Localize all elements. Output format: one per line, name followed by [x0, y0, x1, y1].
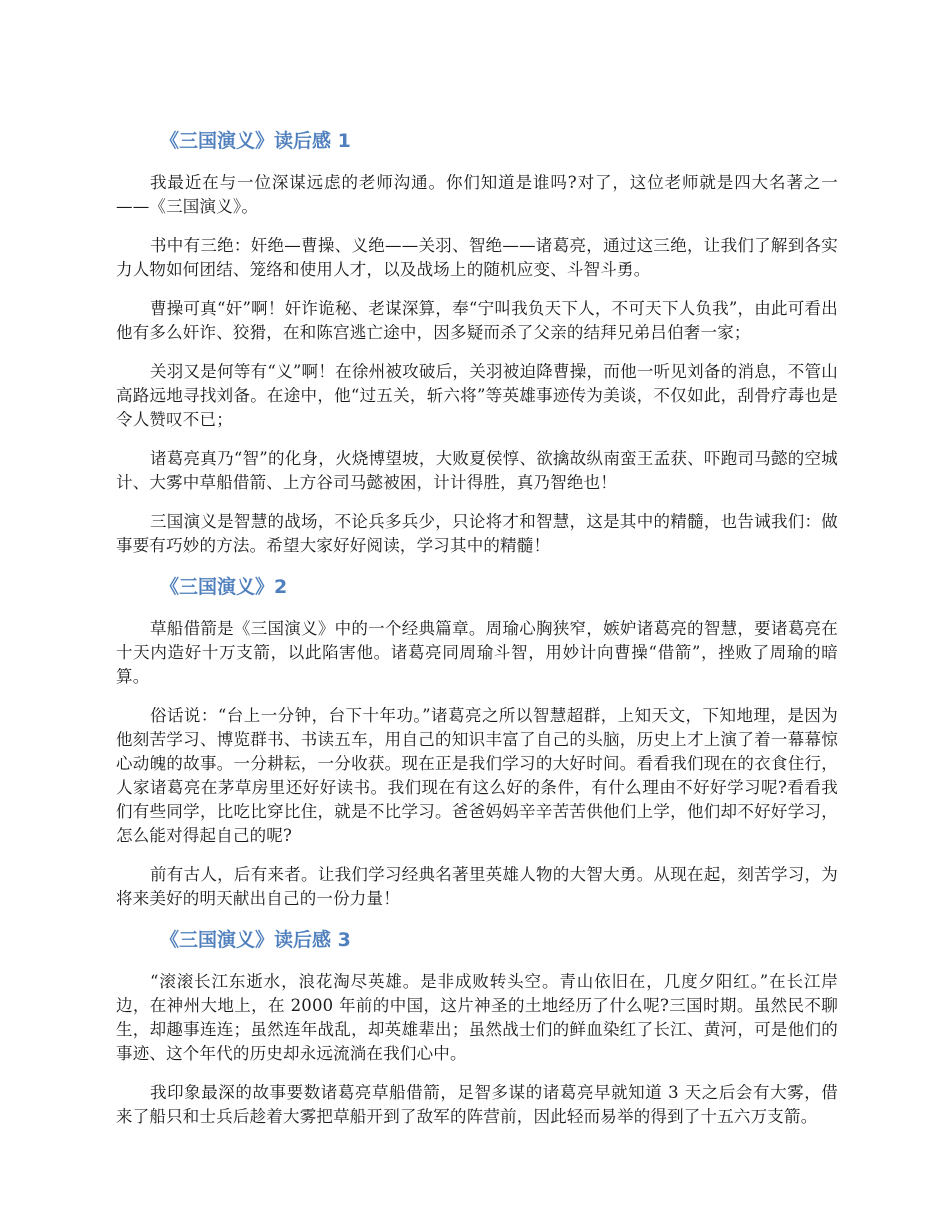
paragraph: 俗话说：“台上一分钟，台下十年功。”诸葛亮之所以智慧超群，上知天文，下知地理，是因为他刻苦学习、博览群书、书读五车，用自己的知识丰富了自己的头脑，历史上才上演了着一幕幕惊心动魄的故事。一分耕耘，一分收获。现在正是我们学习的大好时间。看看我们现在的衣食住行，人家诸葛亮在茅草房里还好好读书。我们现在有这么好的条件，有什么理由不好好学习呢?看看我们有些同学，比吃比穿比住，就是不比学习。爸爸妈妈辛辛苦苦供他们上学，他们却不好好学习，怎么能对得起自己的呢?	[116, 706, 838, 845]
paragraph: 草船借箭是《三国演义》中的一个经典篇章。周瑜心胸狭窄，嫉妒诸葛亮的智慧，要诸葛亮在十天内造好十万支箭，以此陷害他。诸葛亮同周瑜斗智，用妙计向曹操“借箭”，挫败了周瑜的暗算。	[116, 619, 838, 686]
section-1	[116, 127, 838, 558]
paragraph: “滚滚长江东逝水，浪花淘尽英雄。是非成败转头空。青山依旧在，几度夕阳红。”在长江岸边，在神州大地上，在 2000 年前的中国，这片神圣的土地经历了什么呢?三国时期。虽然民不聊生，却趣事连连；虽然连年战乱，却英雄辈出；虽然战士们的鲜血染红了长江、黄河，可是他们的事迹、这个年代的历史却永远流淌在我们心中。	[116, 972, 838, 1063]
paragraph: 我印象最深的故事要数诸葛亮草船借箭，足智多谋的诸葛亮早就知道 3 天之后会有大雾，借来了船只和士兵后趁着大雾把草船开到了敌军的阵营前，因此轻而易举的得到了十五六万支箭。	[116, 1083, 838, 1126]
paragraph: 诸葛亮真乃“智”的化身，火烧博望坡，大败夏侯惇、欲擒故纵南蛮王孟获、吓跑司马懿的空城计、大雾中草船借箭、上方谷司马懿被困，计计得胜，真乃智绝也！	[116, 449, 838, 492]
section-3	[116, 926, 838, 1129]
paragraph: 关羽又是何等有“义”啊！在徐州被攻破后，关羽被迫降曹操，而他一听见刘备的消息，不管山高路远地寻找刘备。在途中，他“过五关，斩六将”等英雄事迹传为美谈，不仅如此，刮骨疗毒也是令人赞叹不已；	[116, 362, 838, 429]
paragraph: 前有古人，后有来者。让我们学习经典名著里英雄人物的大智大勇。从现在起，刻苦学习，为将来美好的明天献出自己的一份力量！	[116, 865, 838, 908]
paragraph: 曹操可真“奸”啊！奸诈诡秘、老谋深算，奉“宁叫我负天下人，不可天下人负我”，由此可看出他有多么奸诈、狡猾，在和陈宫逃亡途中，因多疑而杀了父亲的结拜兄弟吕伯奢一家；	[116, 299, 838, 342]
paragraph: 三国演义是智慧的战场，不论兵多兵少，只论将才和智慧，这是其中的精髓，也告诫我们：做事要有巧妙的方法。希望大家好好阅读，学习其中的精髓！	[116, 512, 838, 555]
section-title: 《三国演义》读后感 1	[160, 130, 351, 152]
section-title: 《三国演义》2	[160, 576, 288, 598]
document-content	[116, 127, 838, 1144]
paragraph: 书中有三绝：奸绝—曹操、义绝——关羽、智绝——诸葛亮，通过这三绝，让我们了解到各实力人物如何团结、笼络和使用人才，以及战场上的随机应变、斗智斗勇。	[116, 236, 838, 279]
paragraph: 我最近在与一位深谋远虑的老师沟通。你们知道是谁吗?对了，这位老师就是四大名著之一——《三国演义》。	[116, 173, 838, 216]
section-title: 《三国演义》读后感 3	[160, 929, 351, 951]
section-2	[116, 573, 838, 911]
